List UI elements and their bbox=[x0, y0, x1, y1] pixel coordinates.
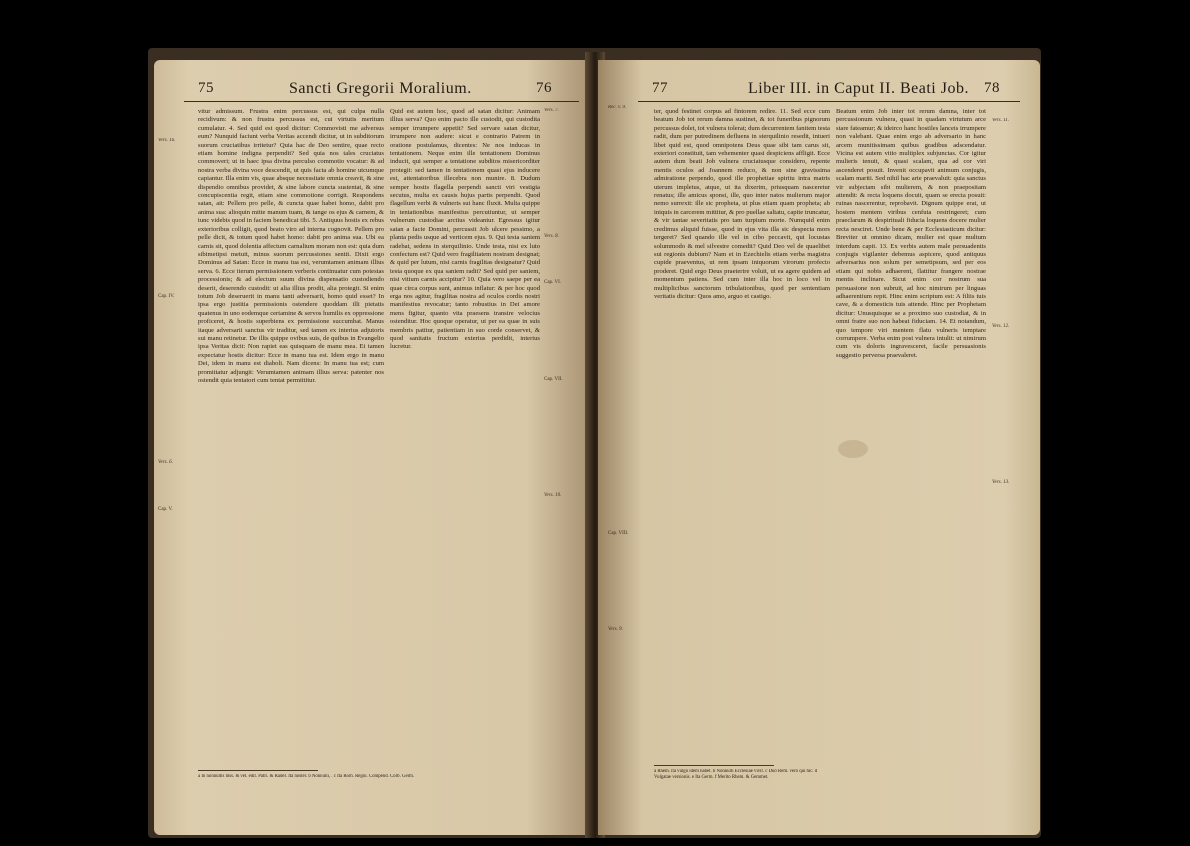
page-number: 78 bbox=[984, 80, 1000, 96]
margin-note: Cap. V. bbox=[158, 506, 173, 512]
inner-margin-notes bbox=[544, 108, 588, 668]
margin-note: Cap. IV. bbox=[158, 294, 175, 300]
margin-note: Vers. 16. bbox=[158, 138, 176, 143]
margin-note: Vers. 10. bbox=[544, 492, 562, 498]
body-text: ter, quod festinet corpus ad fintorem redire. 11. Sed ecce cum beatum Job tot rerum damna sustinet, & tot funeribus pignorum percussus dolet, tot vulnera tolerat; dum decurrentem fanitem testa radit, dum per putredinem defluens in sterquilinio resedit, intueri libet quid est, quod omnipotens Deus quae sibi tam carus sit, exteriori constituit, tam vehementer quasi despiciens affligit. Ecce autem dum beati Job vulnera cruciatusque considero, repente mentis oculos ad Joannem reduco, & non sine gravissima admiratione perpendo, quod ille prophetiae spiritu intra matris uterum impletus, atque, ut ita dixerim, priusquam nasceretur renatus; ille amicus sponsi, ille, quo inter natos mulierum major nemo surrexit: ille sic propheta, ut plus etiam quam propheta; ab iniquis in carcerem mittitur, & pro puellae saltatu, capite truncatur, & vir tantae severitatis pro tam turpium morte. Numquid enim credimus aliquid fuisse, quod in ejus vita illa sic despecta mors tergeret? Sed quando ille vel in cibo peccavit, qui locustas solummodo & mel silvestre comedit? Quid Deo vel de quaelibet sui regionis dubium? Nam et in Ezechielis etiam verba magistra cupide praeventus, ut rem ipsam iniquorum virorum profecto proderet. Quid ergo Deus praeterire voluit, ut ea agere quidem ad momentum patiens. Sed cum inter illa hoc in loco vel in multiplicibus sanctorum tribulationibus, quod per sententiam veritatis dicitur: Quos amo, arguo et castigo. bbox=[654, 108, 830, 300]
body-text: Quid est autem hoc, quod ad satan dicitur: Animam illius serva? Quo enim pacto ille custodit, qui custodita semper irrumpere appetit? Sed servare satan dicitur, irrumpere non audere: sicut e contrario Patrem in oratione postulamus, dicentes: Ne nos inducas in tentationem. Neque enim ille tentationem Dominus inducit, qui semper a tentatione subditos misericorditer protegit: sed tamen in tentationem quasi ejus inducere est, attentatoribus illecebra non munire. 8. Dudum semper hostis flagella perpendi sancti viri vestigia secutus, multa ex causis hujus partis perpendit. Quod flagellum verbi & vulneris sui hanc fluxit. Multa quippe in tentationibus manifestius percutiuntur, ut semper vulnerum custodiae arctius videantur. Egressus igitur satan a facie Domini, percussit Job ulcere pessimo, a planta pedis usque ad verticem ejus. 9. Qui testa saniem radebat, sedens in sterquilinio. Unde testa, nisi ex luto confectum est? Quid vero fragilitatem nostram designat; & quid per lutum, nisi carnis fragilitas designatur? Quid testa quoque ex qua saniem radit? Sed quid per saniem, nisi vitium carnis accipitur? 10. Quia vero saepe per ea quae circa corpus sunt, animus inflatur: & per hoc quod erga nos agitur, fragilitas nostra ad oculos cordis nostri manifestius revocatur; tanto robustius in Dei amore mens figitur, quanto vita praesens transire velocius ostenditur. Hoc quoque operatur, ut per ea quae in suis membris patitur, patientiam in suo corde conservet, & quod sanitatis fructum exterius perdidit, interius lucretur. bbox=[390, 108, 540, 351]
header-rule bbox=[184, 101, 579, 102]
margin-note: Vers. 12. bbox=[992, 324, 1010, 330]
body-text: Beatum enim Job inter tot rerum damna, inter tot percussionum vulnera, quasi in quadam virtutum arce stare fateamur; & ideirco hanc hostiles lanceis irrumpere non valebant. Quae enim ergo ab adversario in hanc arcem munitissimam quibus gradibus adscendatur. Vicina est autem vitio multiplex subjunctas. Cor igitur mulieris tenuit, & quasi scalam, qua ad cor viri ascenderet posuit. Invenit occupavit animum conjugis, scalam mariti. Sed nihil hac arte praevaluit: quia sanctus vir subjectam sibi mulierem, & non praepositam attendit: & recta loquens docuit, quam se erecta posuit: ruinas nascerentur, reprobavit. Dignum quippe erat, ut hostem mentem viribus cenfuta restringeret; cum praeclarum & despirituali fiducia loquens docere mulier recta nesciret. Unde bene & per Ecclesiasticum dicitur: Breviter ut omnino dicam, mulier est quae multum interdum capit. 13. Ex verbis autem male persuadentis conjugis vigilanter debemus aspicere, quod antiquus adversarius non solum per semetipsum, sed per eos etiam qui nobis adhaerent, flattitur frangere nostrae mentis inclinare. Sicut enim cor nostrum sua persuasione non subruit, ad hoc nimirum per linguas adhaerentium repit. Hinc enim scriptum est: A filiis tuis cave, & a domesticis tuis attende. Hinc per Prophetam dicitur: Unusquisque se a proximo suo custodiat, & in omni fratre suo non habeat fiduciam. 14. Et notandum, quo tempore viri mentem flatu vulneris temptare corrumpere. Verba enim post vulnera intulit: ut nimirum cum vis doloris ingravesceret, facile persuasionis suggestio perversa praevaleret. bbox=[836, 108, 986, 359]
margin-note: Vers. 6. bbox=[158, 460, 173, 466]
footnote-rule bbox=[198, 770, 318, 771]
margin-note: Cap. VI. bbox=[544, 280, 561, 286]
footnotes: a In nonnullis mss. & vet. edit. Patri. & Radel. Ita noster. b Nonnulli, . c Ita Rom. Regni. Compend. Corb. Germ. bbox=[198, 774, 415, 779]
margin-note: Vers. 9. bbox=[608, 627, 623, 633]
outer-margin-notes bbox=[992, 118, 1036, 678]
margin-note: Cap. VII. bbox=[544, 376, 563, 382]
margin-note: Vers. 11. bbox=[992, 118, 1009, 123]
right-column-2 bbox=[836, 108, 986, 758]
right-column-1 bbox=[654, 108, 830, 758]
left-page bbox=[154, 60, 592, 835]
footnote-rule bbox=[654, 765, 774, 766]
margin-note: Cap. VIII. bbox=[608, 531, 629, 537]
left-column-2 bbox=[390, 108, 540, 758]
inner-margin-notes bbox=[608, 105, 648, 725]
header-rule bbox=[638, 101, 1020, 102]
margin-note: Vers. 8. bbox=[544, 234, 559, 240]
right-page bbox=[598, 60, 1040, 835]
outer-margin-notes bbox=[158, 138, 192, 608]
running-title: Sancti Gregorii Moralium. bbox=[289, 80, 472, 97]
page-number: 76 bbox=[536, 80, 552, 96]
margin-note: Vers. 7. bbox=[544, 108, 559, 113]
paper-stain bbox=[838, 440, 868, 458]
footnotes: a Rhem. ita vulgo idem habet. b Nonnulli Ecclesiae vivit. c Duo Rem. vero qui hic. d Vulgatae versionis. e Ita Germ. f Merito Rhem. & Gemmet. bbox=[654, 769, 818, 780]
page-number: 75 bbox=[198, 80, 214, 96]
page-number: 77 bbox=[652, 80, 668, 96]
left-column-1 bbox=[198, 108, 384, 758]
body-text: vitur admissum. Frustra enim percussus est, qui culpa nulla recidivum: & non frustra percussus est, cui virtutis meritum cumulatur. 4. Sed quid est quod dicitur: Commovisti me adversus eum? Nunquid faciunt verba Veritas accendi dicitur, ut in subditorum suorum cruciatibus irritetur? Quia hac de Deo sentire, quae recto etiam homine indigna perpendit? Sed quia nos tales cruciatus commoveri; ut in haec ipsa divina perculso commotio vocatur: & ad nostra verba divina voce descendit, ut quis facta ab homine utcumque capiantur. Illa enim vis, quae absque necessitate omnia creavit, & sine dispendio omnibus providet, & sine labore cuncta sustentat, & sine concupiscentia regit, etiam sine commotione corrigit. Respondens satan, ait: Pellem pro pelle, & cuncta quae habet homo, dabit pro anima sua: alioquin mitte manum tuam, & tange os ejus & carnem, & tunc videbis quod in faciem benedicat tibi. 5. Antiquus hostis ex rebus exterioribus colligit, quod beato viro ad interna cognovit. Pellem pro pelle dicit, & totum quod habet homo: dabit pro anima sua. Ubi ea carnis sit, quod dolentia affectum carnalium moram non est: quia dum sibimetipsi metuit, minus suorum percussiones sentit. Dixit ergo Dominus ad Satan: Ecce in manu tua est, verumtamen animam illius serva. 6. Ecce iterum permissionem verberis continuatur cum potestas processionis; & ad electum suum divina dispensatio custodiendo deserit, deserendo custodit: ut alia illius prodit, alia protegit. Si enim totum Job deseruerit in manu tanti adversarii, homo quid esset? In ipsa ergo justitia permissionis ostendere quoddam illi pietatis quatenus in uno eodemque certamine & servos humilis ex oppressione proficeret, & hostis superbiens ex permissione succumbat. Manus itaque adversarii sanctus vir traditur, sed tamen ex interius adjutoris sui manu retinetur. De illis quippe ovibus suis, de quibus in Evangelio ipsa Veritas dicit: Non rapiet eas quisquam de manu mea. Et tamen expectatur hostis dicitur: Ecce in manu tua est. Idem ergo in manu Dei, idem in manu est diaboli. Nam dicens: In manu tua est; cum promittatur adjungit: Verumtamen animam illius serva: patenter nos ostendit quia tentatori cum tentat permittitur. bbox=[198, 108, 384, 384]
margin-note: Rec. v. 9. bbox=[608, 105, 627, 110]
running-title: Liber III. in Caput II. Beati Job. bbox=[748, 80, 969, 97]
margin-note: Vers. 13. bbox=[992, 480, 1010, 486]
